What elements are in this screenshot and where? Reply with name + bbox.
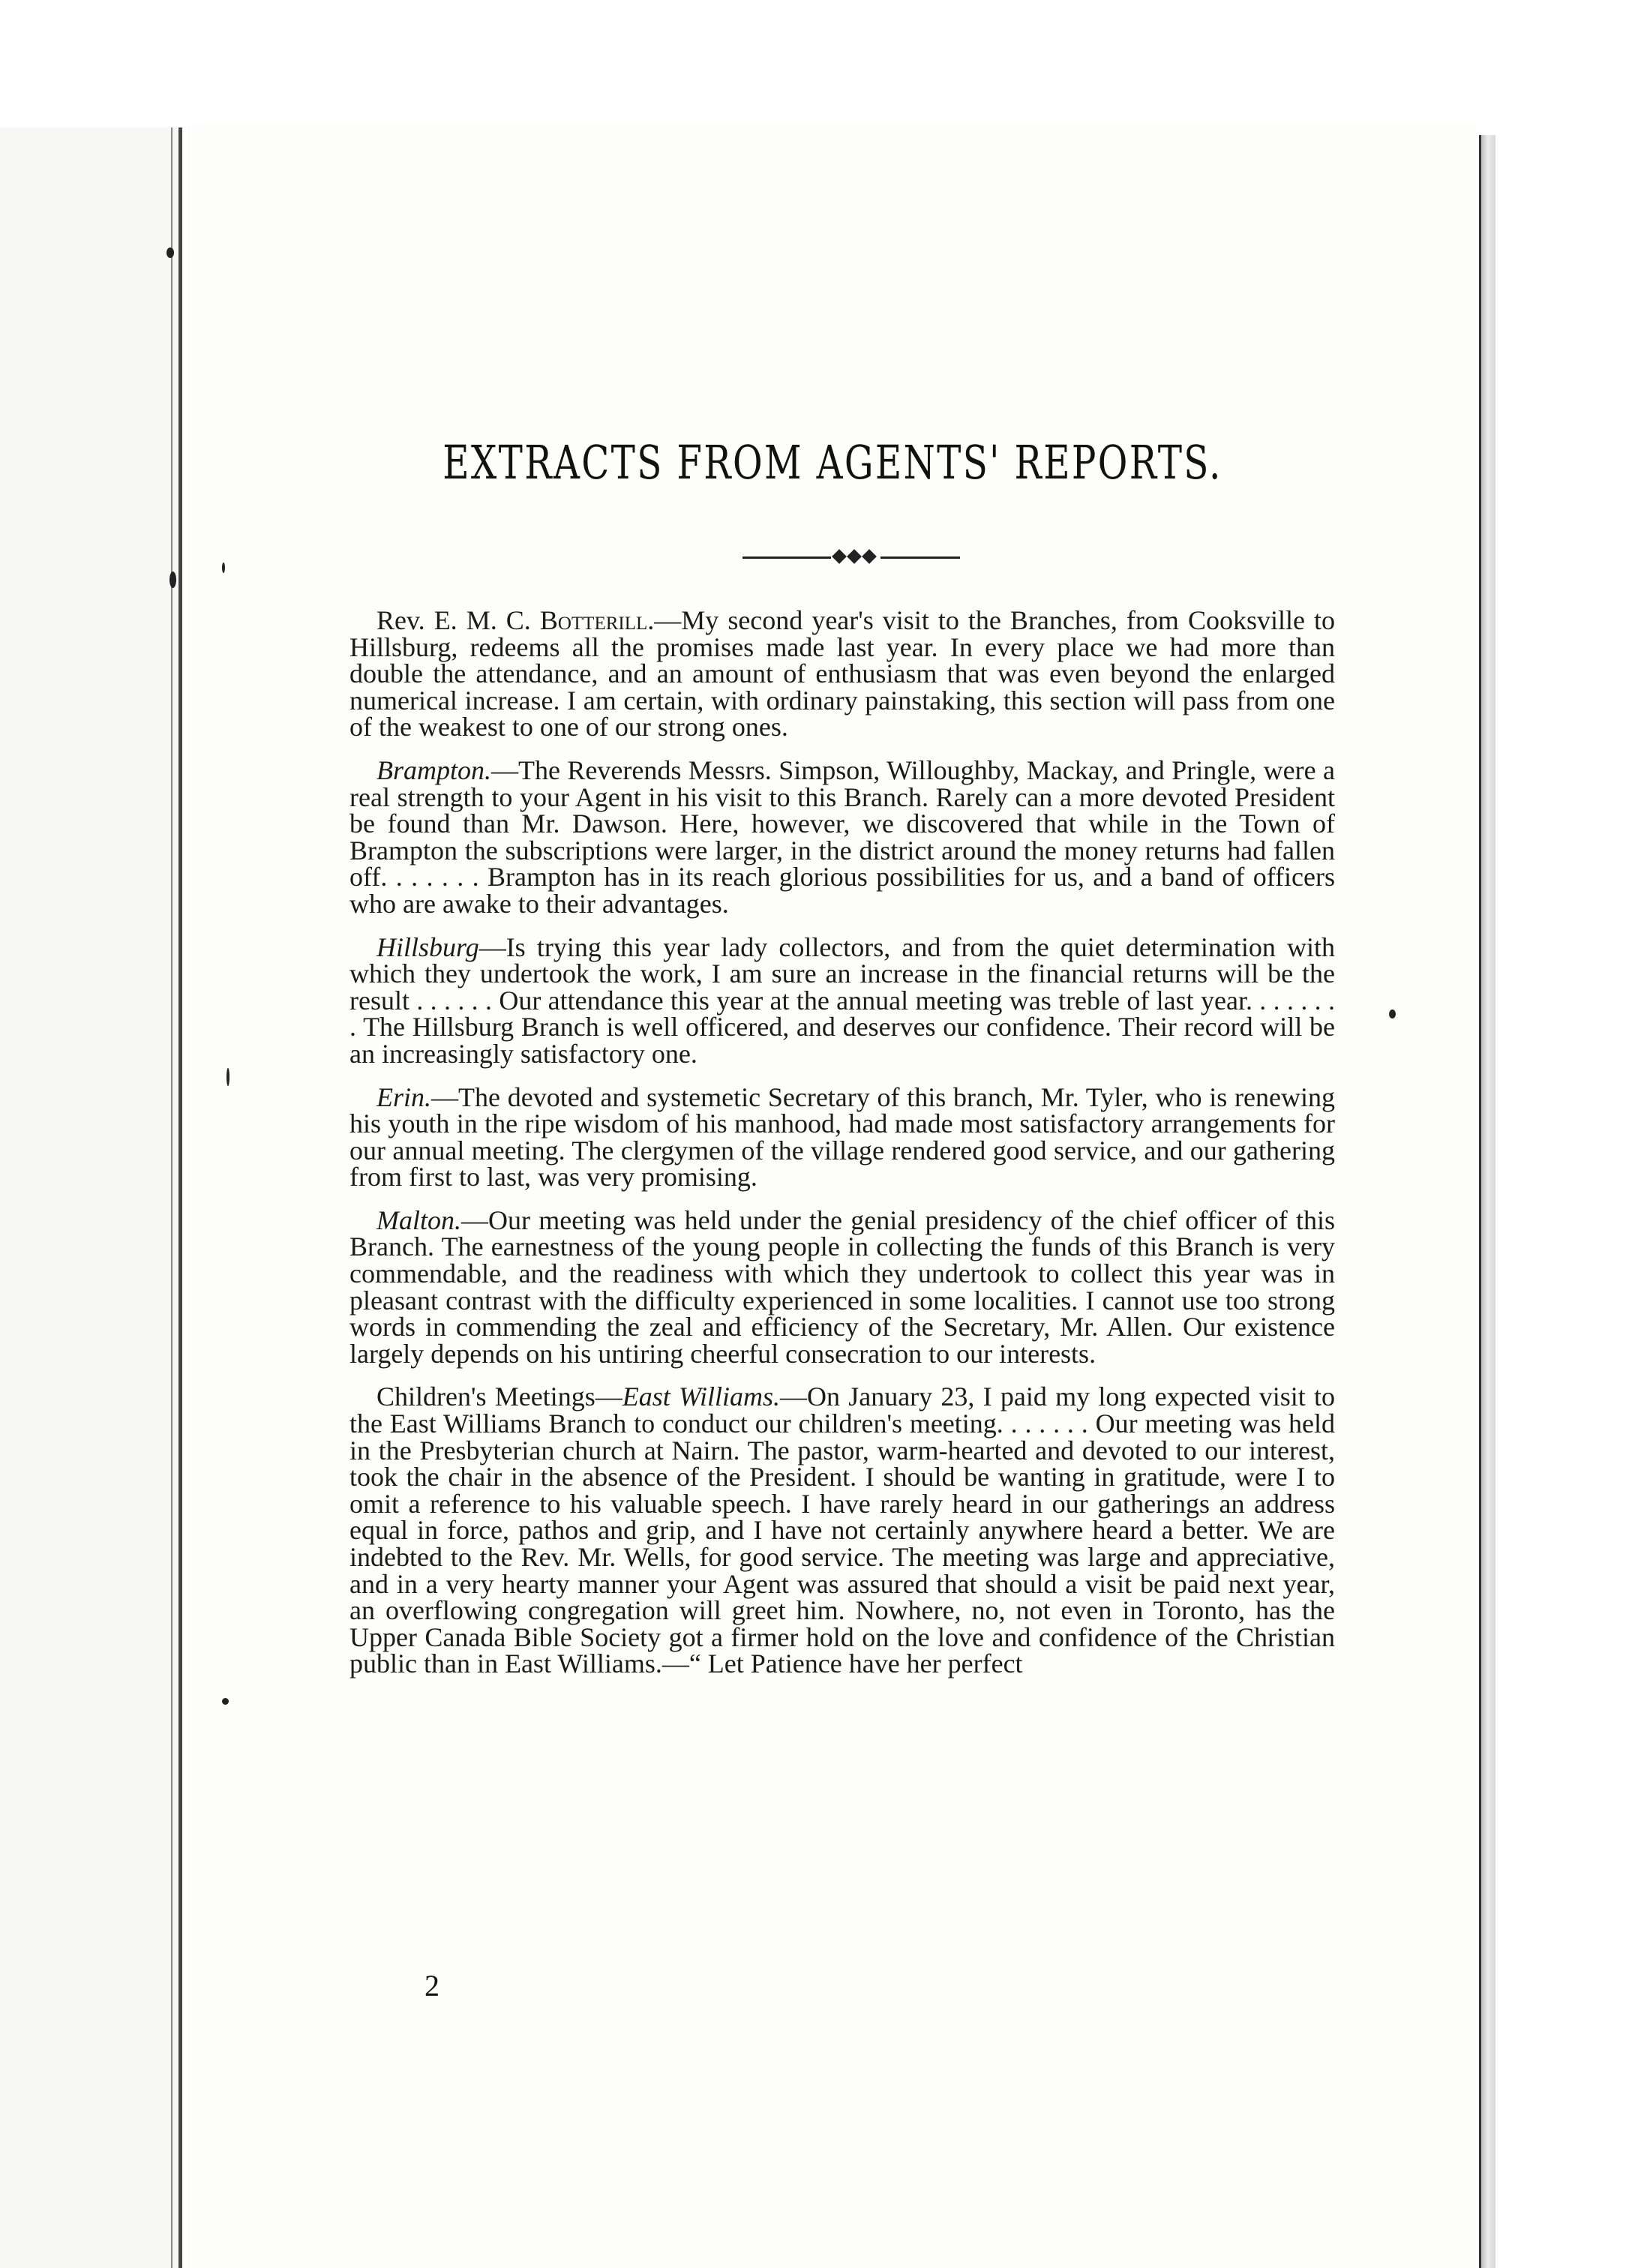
paragraph-lead: Erin. — [376, 1082, 432, 1112]
paragraph-lead: Brampton. — [376, 754, 491, 785]
paragraph-botterill — [350, 605, 1335, 742]
scan-speck — [1389, 1010, 1396, 1018]
paragraph-lead: Malton. — [376, 1204, 461, 1235]
page-title: EXTRACTS FROM AGENTS' REPORTS. — [442, 435, 1222, 490]
title-ornament — [742, 546, 960, 568]
paragraph-text: .—My second year's visit to the Branches, from Cooksville to Hillsburg, redeems all the promises made last year. In every place we had more than double the attendance, and an amount of enthusiasm that was even beyond the enlarged numerical increase. I am certain, with ordinary painstaking, this section will pass from one of the weakest to one of our strong ones. — [350, 605, 1335, 742]
scan-speck — [170, 572, 176, 588]
paragraph-text: —The Reverends Messrs. Simpson, Willoughby, Mackay, and Pringle, were a real strength to your Agent in his visit to this Branch. Rarely can a more devoted President be found than Mr. Dawson. Here, however, we discovered that while in the Town of Brampton the subscriptions were larger, in the district around the money returns had fallen off. . . . . . . Brampton has in its reach glorious possibilities for us, and a band of officers who are awake to their advantages. — [350, 754, 1335, 919]
paragraph-lead: East Williams. — [622, 1382, 780, 1412]
left-page-edge — [0, 128, 182, 2268]
paragraph-hillsburg — [350, 934, 1335, 1068]
scan-speck — [166, 248, 174, 258]
scan-speck — [226, 1068, 230, 1086]
page-number: 2 — [424, 1969, 440, 2002]
paragraph-name-prefix: Rev. E. M. C. — [376, 605, 540, 635]
paragraph-lead-plain: Children's Meetings— — [376, 1382, 622, 1412]
paragraph-malton — [350, 1204, 1335, 1369]
paragraph-name: Botterill — [539, 605, 648, 635]
paragraph-text: —Is trying this year lady collectors, and from the quiet determination with which they undertook the work, I am sure an increase in the financial returns will be the result . . . . . . Our attendance this year at the annual meeting was treble of last year. . . . . . . . The Hillsburg Branch is well officered, and deserves our confidence. Their record will be an increasingly satisfactory one. — [350, 932, 1335, 1069]
paragraph-brampton — [350, 754, 1335, 919]
paragraph-text: —On January 23, I paid my long expected visit to the East Williams Branch to conduct our children's meeting. . . . . . . Our meeting was held in the Presbyterian church at Nairn. The pastor, warm-hearted and devoted to our interest, took the chair in the absence of the President. I should be wanting in gratitude, were I to omit a reference to his valuable speech. I have rarely heard in our gatherings an address equal in force, pathos and grip, and I have not certainly anywhere heard a better. We are indebted to the Rev. Mr. Wells, for good service. The meeting was large and appreciative, and in a very hearty manner your Agent was assured that should a visit be paid next year, an overflowing congregation will greet him. Nowhere, no, not even in Toronto, has the Upper Canada Bible Society got a firmer hold on the love and confidence of the Christian public than in East Williams.—“ Let Patience have her perfect — [350, 1382, 1335, 1679]
scan-speck — [222, 562, 225, 573]
paragraph-text: —Our meeting was held under the genial presidency of the chief officer of this Branch. The earnestness of the young people in collecting the funds of this Branch is very commendable, and the readiness with which they undertook to collect this year was in pleasant contrast with the difficulty experienced in some localities. I cannot use too strong words in commending the zeal and efficiency of the Secretary, Mr. Allen. Our existence largely depends on his untiring cheerful consecration to our interests. — [350, 1204, 1335, 1369]
paragraph-east-williams — [350, 1384, 1335, 1678]
scan-speck — [222, 1698, 229, 1705]
paragraph-text: —The devoted and systemetic Secretary of this branch, Mr. Tyler, who is renewing his youth in the ripe wisdom of his manhood, had made most satisfactory arrangements for our annual meeting. The clergymen of the village rendered good service, and our gathering from first to last, was very promising. — [350, 1082, 1335, 1192]
paragraph-erin — [350, 1084, 1335, 1191]
report-body — [350, 605, 1335, 1694]
paragraph-lead: Hillsburg — [376, 932, 479, 962]
scan-background — [1496, 0, 1632, 2268]
